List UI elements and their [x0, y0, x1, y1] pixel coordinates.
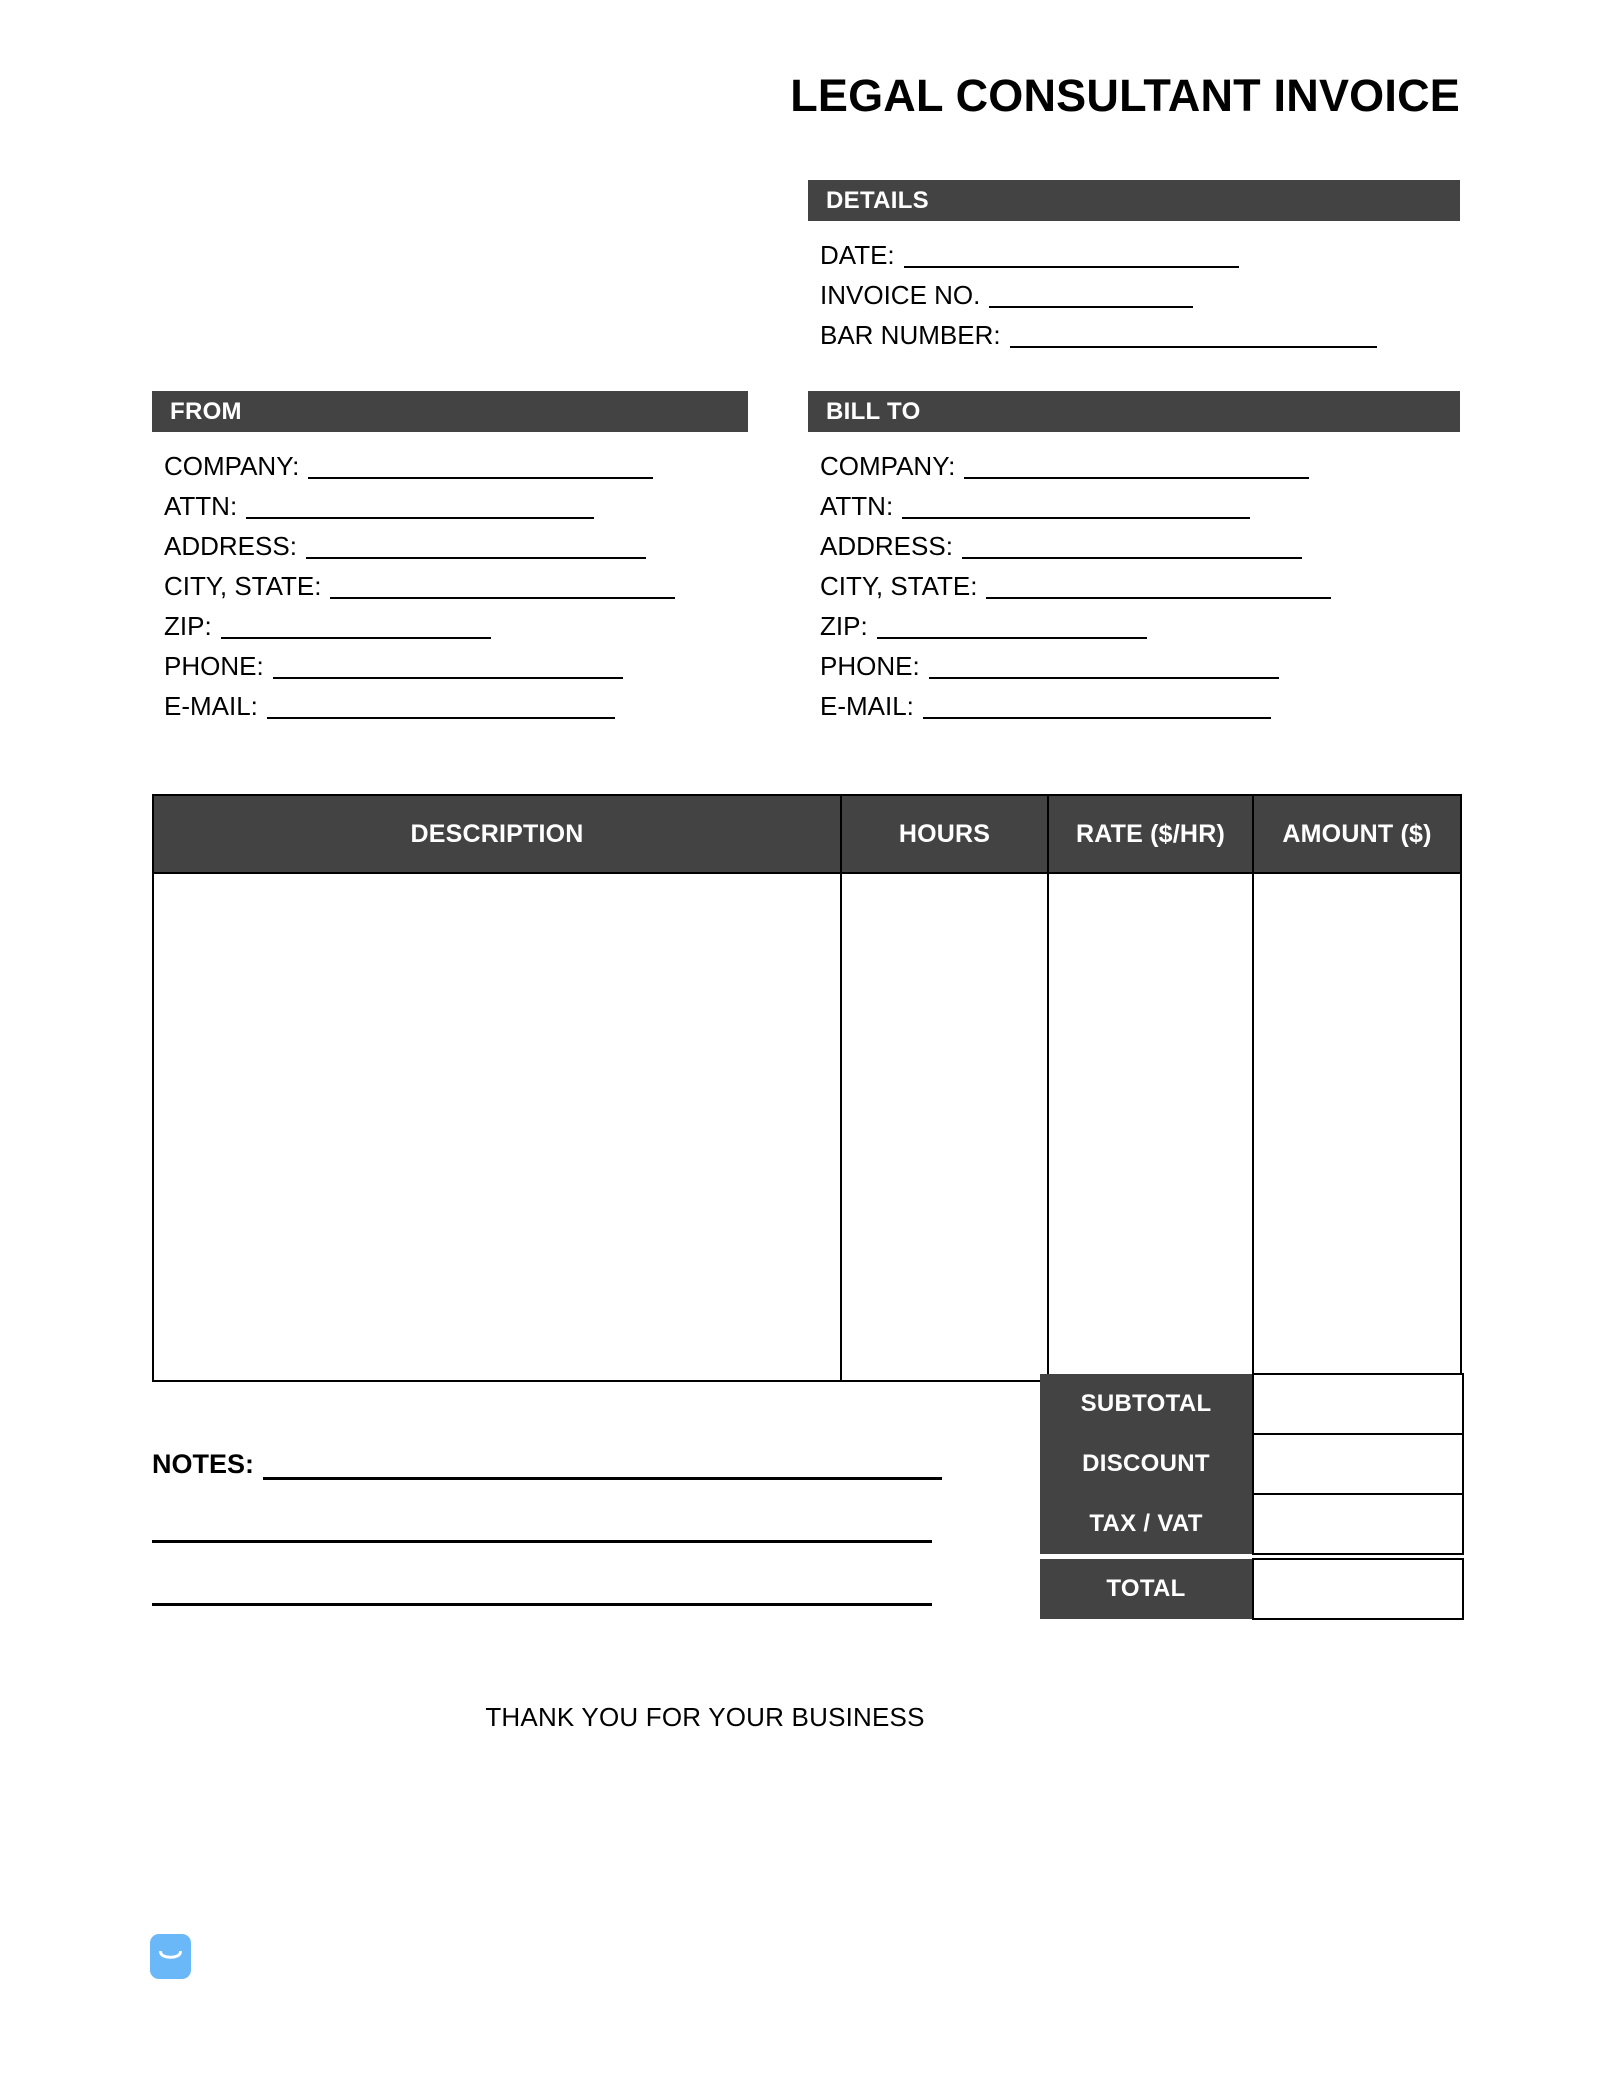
bill-to-field-label: PHONE: — [820, 651, 920, 681]
bill-to-field-label: CITY, STATE: — [820, 571, 978, 601]
totals-label: SUBTOTAL — [1040, 1374, 1253, 1434]
from-field-list — [164, 439, 754, 719]
notes-first-line — [152, 1440, 942, 1480]
line-items-header-row — [153, 795, 1461, 873]
details-field-row — [820, 228, 1460, 268]
details-field-list — [820, 228, 1460, 348]
details-field-label: INVOICE NO. — [820, 280, 981, 310]
from-field-input[interactable] — [306, 533, 646, 559]
line-items-table — [152, 794, 1462, 1382]
from-field-label: ADDRESS: — [164, 531, 297, 561]
bill-to-field-row — [820, 639, 1470, 679]
notes-block — [152, 1440, 942, 1606]
from-field-label: PHONE: — [164, 651, 264, 681]
details-field-label: DATE: — [820, 240, 895, 270]
from-field-input[interactable] — [330, 573, 675, 599]
totals-value[interactable] — [1253, 1494, 1463, 1554]
bill-to-field-input[interactable] — [923, 693, 1271, 719]
from-field-row — [164, 559, 754, 599]
details-field-row — [820, 308, 1460, 348]
from-field-row — [164, 639, 754, 679]
notes-input-line-1[interactable] — [263, 1451, 942, 1480]
bill-to-field-input[interactable] — [929, 653, 1279, 679]
from-field-row — [164, 479, 754, 519]
totals-row — [1040, 1434, 1463, 1494]
details-field-label: BAR NUMBER: — [820, 320, 1001, 350]
from-field-label: COMPANY: — [164, 451, 300, 481]
bill-to-section-header: BILL TO — [808, 391, 1460, 432]
from-field-row — [164, 679, 754, 719]
notes-label: NOTES: — [152, 1449, 255, 1479]
bill-to-field-input[interactable] — [962, 533, 1302, 559]
bill-to-field-row — [820, 599, 1470, 639]
from-section-header: FROM — [152, 391, 748, 432]
footer-thank-you-text: THANK YOU FOR YOUR BUSINESS — [485, 1702, 925, 1732]
footer-thank-you — [0, 1702, 1615, 1733]
cell-description[interactable] — [153, 873, 841, 1381]
bill-to-field-label: E-MAIL: — [820, 691, 914, 721]
bill-to-field-label: COMPANY: — [820, 451, 956, 481]
bill-to-field-label: ADDRESS: — [820, 531, 953, 561]
bill-to-field-input[interactable] — [964, 453, 1309, 479]
details-field-row — [820, 268, 1460, 308]
cell-amount[interactable] — [1253, 873, 1461, 1381]
bill-to-field-label: ZIP: — [820, 611, 868, 641]
from-field-label: E-MAIL: — [164, 691, 258, 721]
totals-value[interactable] — [1253, 1434, 1463, 1494]
details-field-input[interactable] — [1010, 322, 1377, 348]
from-field-input[interactable] — [267, 693, 615, 719]
column-header-hours: HOURS — [841, 795, 1048, 873]
bill-to-field-input[interactable] — [877, 613, 1147, 639]
bill-to-field-label: ATTN: — [820, 491, 894, 521]
bill-to-field-row — [820, 479, 1470, 519]
totals-label: DISCOUNT — [1040, 1434, 1253, 1494]
details-field-input[interactable] — [904, 242, 1239, 268]
totals-row — [1040, 1374, 1463, 1434]
page-title: LEGAL CONSULTANT INVOICE — [790, 70, 1460, 121]
bill-to-field-row — [820, 439, 1470, 479]
bill-to-field-list — [820, 439, 1470, 719]
notes-input-line-2[interactable] — [152, 1480, 932, 1543]
totals-label: TAX / VAT — [1040, 1494, 1253, 1554]
from-field-label: CITY, STATE: — [164, 571, 322, 601]
bill-to-field-row — [820, 519, 1470, 559]
totals-value[interactable] — [1253, 1559, 1463, 1619]
from-field-label: ATTN: — [164, 491, 238, 521]
totals-row — [1040, 1559, 1463, 1619]
notes-input-line-3[interactable] — [152, 1543, 932, 1606]
totals-label: TOTAL — [1040, 1559, 1253, 1619]
from-field-label: ZIP: — [164, 611, 212, 641]
totals-value[interactable] — [1253, 1374, 1463, 1434]
from-field-row — [164, 519, 754, 559]
bill-to-field-row — [820, 679, 1470, 719]
brand-logo-icon — [150, 1934, 191, 1979]
from-field-row — [164, 439, 754, 479]
smile-glyph-icon — [159, 1951, 182, 1964]
from-field-input[interactable] — [273, 653, 623, 679]
details-field-input[interactable] — [989, 282, 1193, 308]
from-field-input[interactable] — [221, 613, 491, 639]
from-field-row — [164, 599, 754, 639]
bill-to-field-input[interactable] — [986, 573, 1331, 599]
bill-to-field-row — [820, 559, 1470, 599]
column-header-amount: AMOUNT ($) — [1253, 795, 1461, 873]
cell-rate[interactable] — [1048, 873, 1253, 1381]
line-items-entry-area — [153, 873, 1461, 1381]
from-field-input[interactable] — [308, 453, 653, 479]
totals-row — [1040, 1494, 1463, 1554]
details-section-header: DETAILS — [808, 180, 1460, 221]
column-header-rate: RATE ($/HR) — [1048, 795, 1253, 873]
from-field-input[interactable] — [246, 493, 594, 519]
bill-to-field-input[interactable] — [902, 493, 1250, 519]
column-header-description: DESCRIPTION — [153, 795, 841, 873]
cell-hours[interactable] — [841, 873, 1048, 1381]
totals-table — [1040, 1373, 1464, 1620]
